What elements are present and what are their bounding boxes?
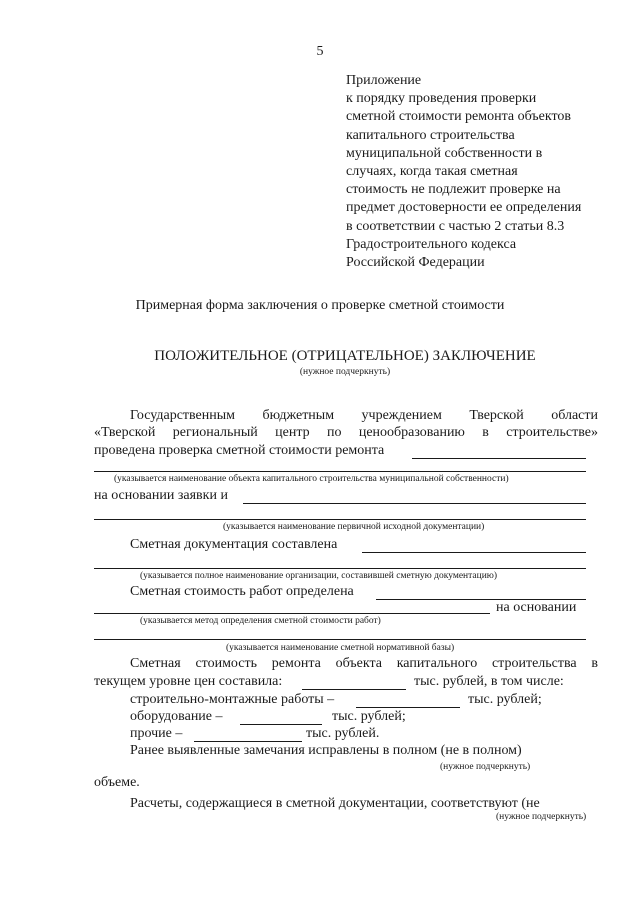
- intro-line-3: проведена проверка сметной стоимости ремонта: [94, 443, 385, 458]
- cost-line-1: Сметная стоимость ремонта объекта капитального строительства в: [130, 656, 598, 671]
- hint-object: (указывается наименование объекта капитального строительства муниципальной собственности): [114, 474, 509, 484]
- appendix-title: Приложение: [346, 73, 422, 88]
- other-field: [194, 741, 302, 742]
- appendix-line: в соответствии с частью 2 статьи 8.3: [346, 218, 565, 234]
- base-line: [94, 639, 586, 640]
- underline-note-2: (нужное подчеркнуть): [440, 762, 531, 772]
- underline-note: (нужное подчеркнуть): [299, 367, 391, 377]
- org-line: [94, 568, 586, 569]
- construction-label: строительно-монтажные работы –: [130, 692, 335, 707]
- intro-line-2: «Тверской региональный центр по ценообразованию в строительстве»: [94, 425, 598, 440]
- appendix-line: стоимость не подлежит проверке на: [346, 182, 561, 198]
- hint-base: (указывается наименование сметной нормативной базы): [226, 643, 455, 653]
- cost-line-2a: текущем уровне цен составила:: [94, 674, 283, 689]
- conclusion-heading: ПОЛОЖИТЕЛЬНОЕ (ОТРИЦАТЕЛЬНОЕ) ЗАКЛЮЧЕНИЕ: [154, 348, 536, 364]
- appendix-line: случаях, когда такая сметная: [346, 164, 518, 180]
- other-label: прочие –: [130, 726, 183, 741]
- basis-label: на основании заявки и: [94, 488, 228, 503]
- estimate-docs-label: Сметная документация составлена: [130, 537, 338, 552]
- hint-method: (указывается метод определения сметной стоимости работ): [140, 616, 381, 626]
- appendix-line: сметной стоимости ремонта объектов: [346, 109, 572, 125]
- construction-field: [356, 707, 460, 708]
- appendix-line: Градостроительного кодекса: [346, 236, 517, 252]
- appendix-line: Российской Федерации: [346, 255, 485, 271]
- appendix-block: [346, 72, 598, 272]
- primary-docs-line: [94, 519, 586, 520]
- object-field-line: [412, 458, 586, 459]
- appendix-line: к порядку проведения проверки: [346, 91, 537, 107]
- estimate-docs-line: [362, 552, 586, 553]
- method-line: [94, 613, 490, 614]
- appendix-line: муниципальной собственности в: [346, 145, 543, 161]
- other-unit: тыс. рублей.: [306, 726, 380, 741]
- calculations-line: Расчеты, содержащиеся в сметной документации, соответствуют (не: [130, 796, 540, 811]
- intro-line-1: Государственным бюджетным учреждением Тверской области: [130, 408, 598, 423]
- construction-unit: тыс. рублей;: [468, 692, 542, 707]
- cost-line-2b: тыс. рублей, в том числе:: [414, 674, 564, 689]
- cost-determined-label: Сметная стоимость работ определена: [130, 584, 354, 599]
- remarks-line-2: объеме.: [94, 775, 140, 790]
- equipment-unit: тыс. рублей;: [332, 709, 406, 724]
- total-cost-field: [302, 689, 406, 690]
- appendix-line: предмет достоверности ее определения: [346, 200, 582, 216]
- remarks-line-1: Ранее выявленные замечания исправлены в полном (не в полном): [130, 743, 522, 758]
- on-basis-label: на основании: [496, 600, 577, 615]
- page-number: 5: [316, 44, 324, 59]
- hint-primary-docs: (указывается наименование первичной исходной документации): [223, 522, 485, 532]
- equipment-field: [240, 724, 322, 725]
- appendix-line: капитального строительства: [346, 127, 515, 143]
- hint-org: (указывается полное наименование организации, составившей сметную документацию): [140, 571, 498, 581]
- equipment-label: оборудование –: [130, 709, 223, 724]
- underline-note-3: (нужное подчеркнуть): [496, 812, 587, 822]
- object-field-line-2: [94, 471, 586, 472]
- basis-field-line: [243, 503, 586, 504]
- form-title: Примерная форма заключения о проверке сметной стоимости: [135, 298, 505, 313]
